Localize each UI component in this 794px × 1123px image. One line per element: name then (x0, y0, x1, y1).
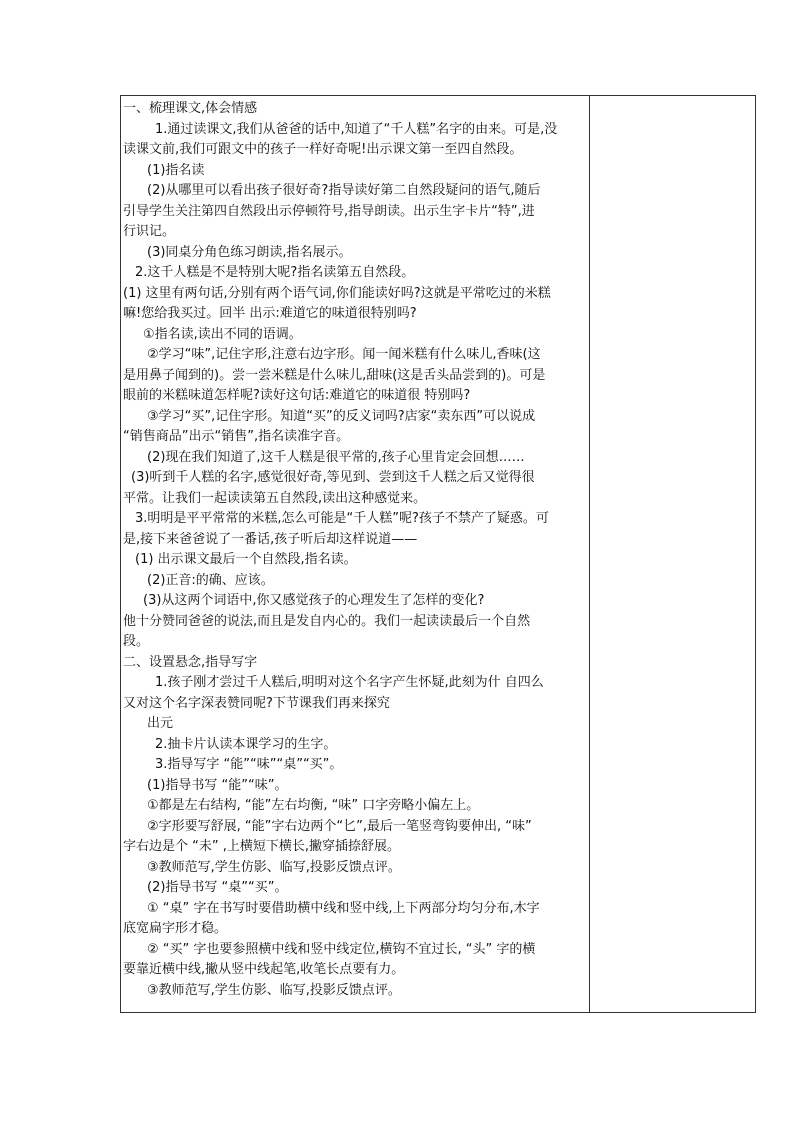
text-line: (2)指导书写 “桌”“买”。 (147, 880, 288, 895)
text-line: 引导学生关注第四自然段出示停顿符号,指导朗读。出示生字卡片“特”,进 (123, 203, 535, 219)
text-line: 字右边是个 “未” ,上横短下横长,撇穿插捺舒展。 (123, 839, 400, 854)
text-line: ③学习“买”,记住字形。知道“买”的反义词吗?店家“卖东西”可以说成 (147, 408, 536, 424)
text-line: ②学习“味”,记住字形,注意右边字形。闻一闻米糕有什么味儿,香味(这 (147, 347, 541, 362)
text-line: ①指名读,读出不同的语调。 (143, 326, 302, 342)
text-line: 平常。让我们一起读读第五自然段,读出这种感觉来。 (123, 490, 427, 506)
text-line: (3)听到千人糕的名字,感觉很好奇,等见到、尝到这千人糕之后又觉得很 (131, 470, 535, 485)
text-line: (1) 这里有两句话,分别有两个语气词,你们能读好吗?这就是平常吃过的米糕 (123, 285, 551, 301)
text-line: (1) 出示课文最后一个自然段,指名读。 (135, 552, 357, 567)
text-line: ① “桌” 字在书写时要借助横中线和竖中线,上下两部分均匀分布,木字 (147, 900, 540, 916)
lesson-content-cell (123, 99, 585, 1001)
text-line: ①都是左右结构, “能”左右均衡, “味” 口字旁略小偏左上。 (147, 798, 480, 813)
text-line: 3.明明是平平常常的米糕,怎么可能是“千人糕”呢?孩子不禁产了疑惑。可 (135, 511, 549, 526)
text-line: 是,接下来爸爸说了一番话,孩子听后却这样说道—— (123, 531, 418, 547)
text-line: (1)指导书写 “能”“味”。 (147, 777, 288, 793)
text-line: “销售商品”出示“销售”,指名读准字音。 (123, 429, 350, 444)
text-line: 底宽扁字形才稳。 (123, 921, 228, 936)
text-line: 眼前的米糕味道怎样呢?读好这句话:难道它的味道很 特别吗? (123, 388, 471, 403)
text-line: 1.孩子刚才尝过千人糕后,明明对这个名字产生怀疑,此刻为什 自四么 (155, 675, 544, 690)
text-line: (2)正音:的确、应该。 (147, 572, 274, 588)
text-line: 2.抽卡片认读本课学习的生字。 (155, 736, 337, 752)
text-line: ③教师范写,学生仿影、临写,投影反馈点评。 (147, 982, 401, 998)
text-line: 嘛!您给我买过。回半 出示:难道它的味道很特别吗? (123, 306, 417, 321)
text-line: 行识记。 (123, 224, 176, 239)
text-line: 要靠近横中线,撇从竖中线起笔,收笔长点要有力。 (123, 962, 405, 977)
text-line: (1)指名读 (147, 162, 205, 178)
text-line: 段。 (123, 634, 150, 649)
text-line: 出元 (147, 716, 174, 731)
text-line: 3.指导写字 “能”“味”“桌”“买”。 (155, 757, 343, 772)
text-line: 一、梳理课文,体会情感 (123, 101, 258, 116)
text-line: 二、设置悬念,指导写字 (123, 654, 258, 670)
text-line: ③教师范写,学生仿影、临写,投影反馈点评。 (147, 859, 401, 875)
text-line: (3)从这两个词语中,你又感觉孩子的心理发生了怎样的变化? (143, 593, 485, 608)
table-column-divider (589, 95, 590, 1013)
text-line: 读课文前,我们可跟文中的孩子一样好奇呢!出示课文第一至四自然段。 (123, 142, 523, 157)
text-line: 又对这个名字深表赞同呢?下节课我们再来探究 (123, 695, 390, 711)
text-line: 是用鼻子闻到的)。尝一尝米糕是什么味儿,甜味(这是舌头品尝到的)。可是 (123, 367, 546, 383)
text-line: (2)现在我们知道了,这千人糕是很平常的,孩子心里肯定会回想…… (147, 449, 525, 465)
text-line: (2)从哪里可以看出孩子很好奇?指导读好第二自然段疑问的语气,随后 (147, 183, 541, 198)
text-line: (3)同桌分角色练习朗读,指名展示。 (147, 244, 352, 260)
text-line: ② “买” 字也要参照横中线和竖中线定位,横钩不宜过长, “头” 字的横 (147, 941, 536, 957)
text-line: 他十分赞同爸爸的说法,而且是发自内心的。我们一起读读最后一个自然 (123, 613, 531, 629)
text-line: ②字形要写舒展, “能”字右边两个“匕”,最后一笔竖弯钩要伸出, “味” (147, 818, 532, 834)
text-line: 1.通过读课文,我们从爸爸的话中,知道了“千人糕”名字的由来。可是,没 (155, 121, 558, 137)
text-line: 2.这千人糕是不是特别大呢?指名读第五自然段。 (135, 265, 415, 280)
